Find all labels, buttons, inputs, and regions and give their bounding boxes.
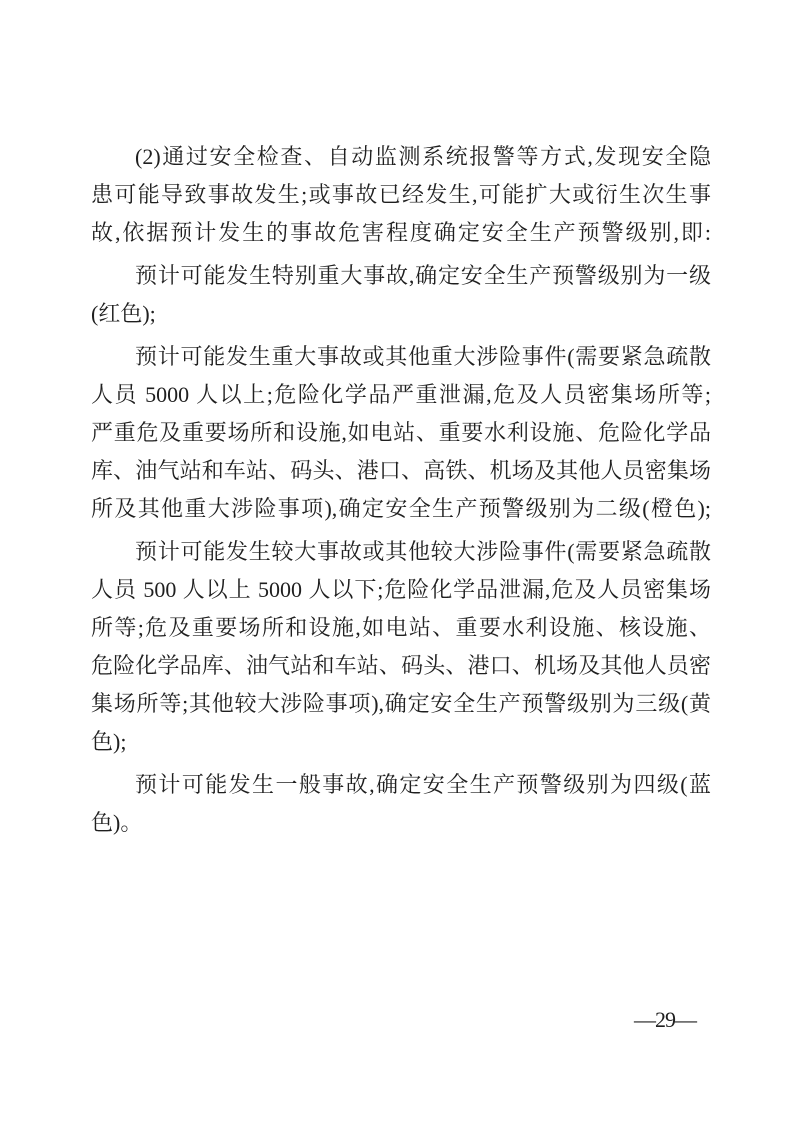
text-line: (红色); [91, 301, 156, 326]
text-line: 危险化学品库、油气站和车站、码头、港口、机场及其他人员密 [91, 653, 711, 678]
document-body [91, 138, 711, 842]
text-line: 集场所等;其他较大涉险事项),确定安全生产预警级别为三级(黄 [91, 691, 711, 716]
text-line: 严重危及重要场所和设施,如电站、重要水利设施、危险化学品 [91, 420, 711, 445]
text-line: 所及其他重大涉险事项),确定安全生产预警级别为二级(橙色); [91, 496, 711, 521]
paragraph [91, 138, 711, 252]
paragraph [91, 766, 711, 842]
page-number: —29— [634, 1007, 696, 1032]
text-line: 预计可能发生重大事故或其他重大涉险事件(需要紧急疏散 [135, 344, 711, 369]
text-line: 库、油气站和车站、码头、港口、高铁、机场及其他人员密集场 [91, 458, 711, 483]
paragraph [91, 533, 711, 761]
text-line: 预计可能发生较大事故或其他较大涉险事件(需要紧急疏散 [135, 539, 711, 564]
text-line: 色); [91, 729, 127, 754]
text-line: (2)通过安全检查、自动监测系统报警等方式,发现安全隐 [135, 144, 711, 169]
paragraph [91, 338, 711, 528]
text-line: 人员 5000 人以上;危险化学品严重泄漏,危及人员密集场所等; [91, 382, 711, 407]
text-line: 人员 500 人以上 5000 人以下;危险化学品泄漏,危及人员密集场 [91, 577, 711, 602]
text-line: 故,依据预计发生的事故危害程度确定安全生产预警级别,即: [91, 220, 711, 245]
text-line: 预计可能发生一般事故,确定安全生产预警级别为四级(蓝 [135, 772, 711, 797]
text-line: 色)。 [91, 810, 143, 835]
text-line: 患可能导致事故发生;或事故已经发生,可能扩大或衍生次生事 [91, 182, 711, 207]
paragraph [91, 257, 711, 333]
text-line: 预计可能发生特别重大事故,确定安全生产预警级别为一级 [135, 263, 711, 288]
text-line: 所等;危及重要场所和设施,如电站、重要水利设施、核设施、 [91, 615, 711, 640]
